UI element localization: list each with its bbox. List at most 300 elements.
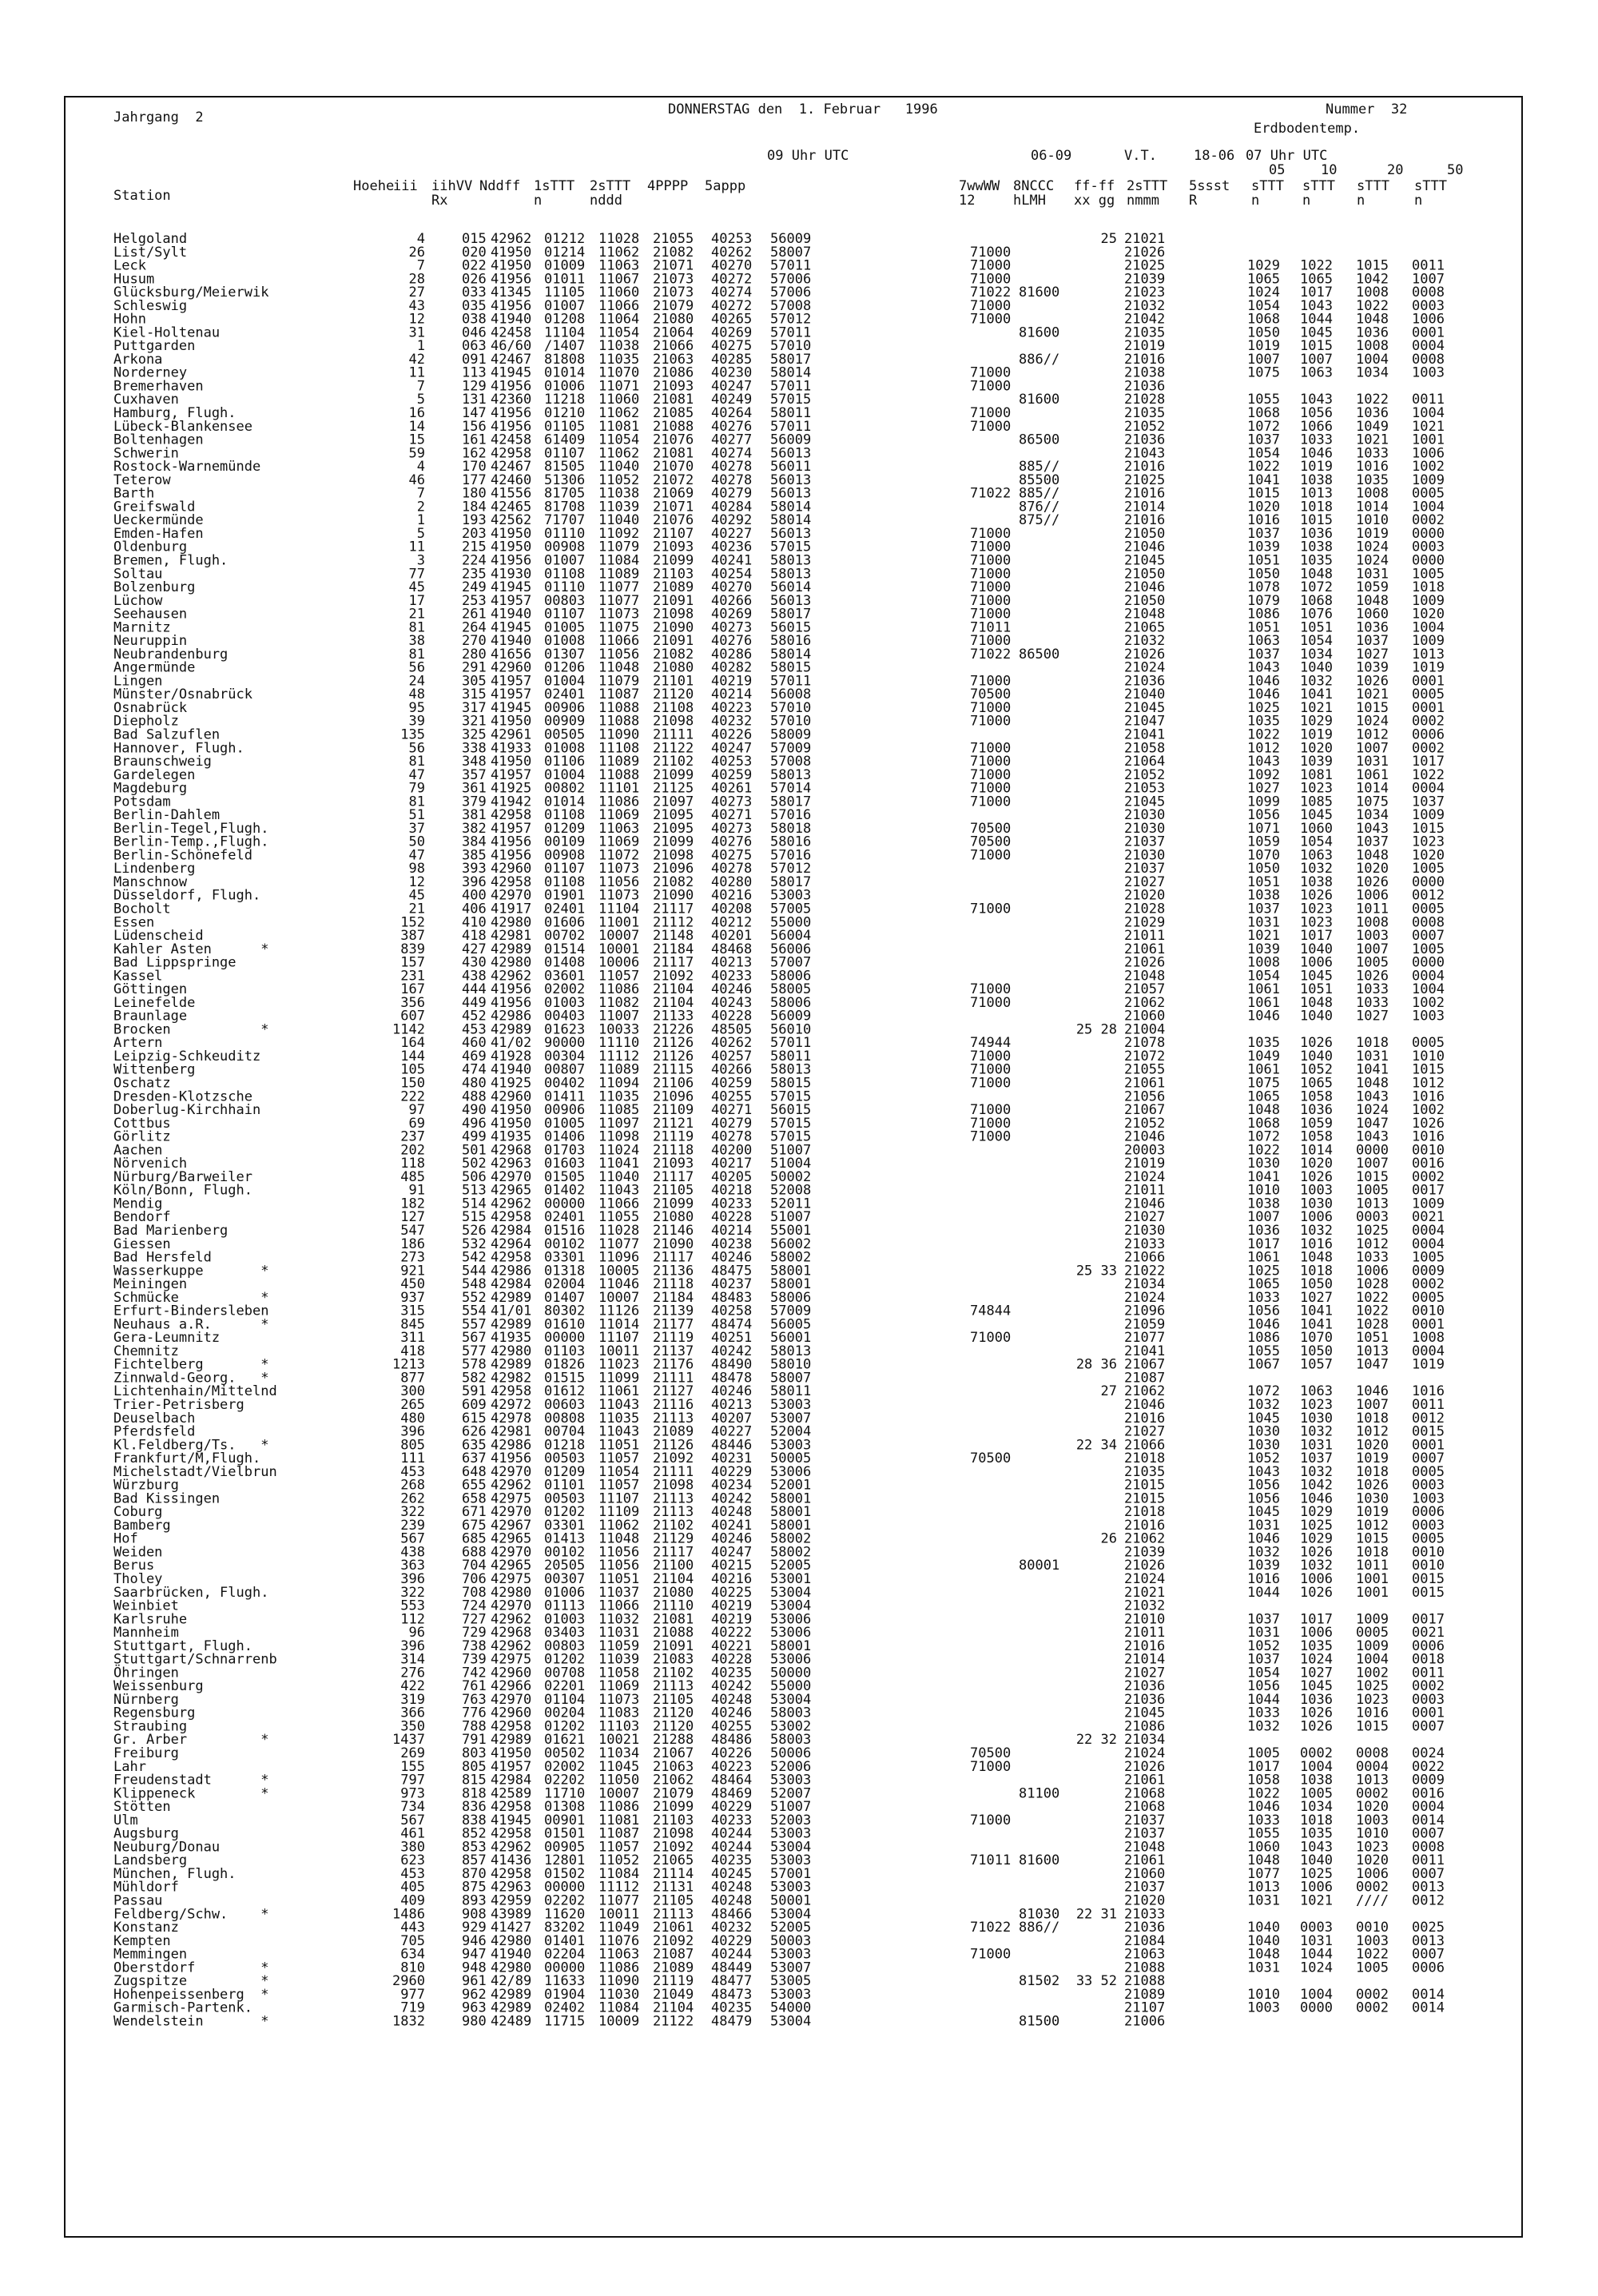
cell-iihvv: 41556: [491, 485, 532, 502]
cell-tmin: 21148: [653, 928, 694, 944]
cell-tmin: 21116: [653, 1397, 694, 1413]
cell-wind-gust: 27: [1100, 1383, 1117, 1400]
cell-soil-20: 1007: [1356, 740, 1389, 757]
cell-iihvv: 42986: [491, 1437, 532, 1454]
cell-wind-gust: 26: [1100, 1530, 1117, 1547]
cell-station: Bamberg: [113, 1517, 171, 1534]
cell-pressure: 48479: [711, 2013, 753, 2030]
cell-nddff: 00204: [544, 1705, 586, 1721]
cell-soil-05: 1054: [1247, 297, 1280, 314]
cell-hoehe: 276: [400, 1665, 425, 1681]
cell-soil-10: 1029: [1300, 713, 1333, 730]
col-sub-soil-10: n: [1302, 193, 1311, 209]
cell-tendency: 52005: [770, 1558, 812, 1574]
cell-tmin: 21088: [653, 1625, 694, 1641]
cell-ground-temp: 21046: [1124, 539, 1166, 555]
cell-soil-05: 1039: [1247, 539, 1280, 555]
cell-soil-20: 1001: [1356, 1584, 1389, 1601]
cell-ground-temp: 21039: [1124, 271, 1166, 288]
cell-tmax: 11060: [598, 392, 640, 408]
cell-weather: 71000: [970, 740, 1012, 757]
cell-tendency: 57007: [770, 954, 812, 971]
cell-soil-10: 1017: [1300, 285, 1333, 301]
cell-tmin: 21096: [653, 861, 694, 877]
cell-soil-50: 1009: [1412, 472, 1445, 488]
cell-pressure: 40266: [711, 1061, 753, 1078]
cell-nddff: 01621: [544, 1732, 586, 1749]
cell-tmax: 11061: [598, 1383, 640, 1400]
cell-soil-05: 1037: [1247, 901, 1280, 917]
cell-tmin: 21072: [653, 472, 694, 488]
cell-nddff: 01209: [544, 1463, 586, 1480]
cell-soil-20: 1011: [1356, 901, 1389, 917]
cell-soil-50: 1012: [1412, 1075, 1445, 1092]
cell-pressure: 40285: [711, 351, 753, 368]
cell-iihvv: 42989: [491, 2000, 532, 2016]
cell-soil-10: 1004: [1300, 1986, 1333, 2003]
cell-soil-05: 1031: [1247, 1892, 1280, 1909]
cell-nddff: 01006: [544, 1584, 586, 1601]
cell-station: Hohenpeissenberg *: [113, 1986, 269, 2003]
cell-soil-20: 1020: [1356, 1799, 1389, 1816]
cell-soil-10: 1024: [1300, 1651, 1333, 1668]
cell-soil-10: 1045: [1300, 968, 1333, 985]
cell-iii: 929: [462, 1920, 487, 1936]
cell-soil-50: 1001: [1412, 432, 1445, 448]
cell-iii: 193: [462, 512, 487, 529]
cell-hoehe: 77: [408, 566, 425, 583]
cell-weather: 70500: [970, 1745, 1012, 1761]
cell-soil-10: 1065: [1300, 1075, 1333, 1092]
cell-iii: 947: [462, 1946, 487, 1963]
cell-iii: 870: [462, 1865, 487, 1882]
cell-soil-20: 1075: [1356, 794, 1389, 810]
cell-iii: 776: [462, 1705, 487, 1721]
cell-soil-20: 1008: [1356, 914, 1389, 931]
cell-pressure: 40219: [711, 1611, 753, 1628]
cell-soil-50: 0017: [1412, 1182, 1445, 1199]
cell-soil-20: 1026: [1356, 968, 1389, 985]
cell-ground-temp: 21061: [1124, 941, 1166, 957]
cell-station: Kassel: [113, 968, 163, 985]
cell-tmax: 11052: [598, 1852, 640, 1869]
cell-wind-gust: 25 33: [1075, 1263, 1117, 1279]
cell-tendency: 50002: [770, 1168, 812, 1185]
cell-ground-temp: 21016: [1124, 1410, 1166, 1427]
cell-station: Memmingen: [113, 1946, 188, 1963]
cell-hoehe: 97: [408, 1102, 425, 1118]
cell-hoehe: 1486: [392, 1906, 425, 1923]
cell-iihvv: 41957: [491, 673, 532, 690]
cell-iii: 438: [462, 968, 487, 985]
cell-weather: 71000: [970, 901, 1012, 917]
cell-hoehe: 1: [416, 338, 425, 355]
cell-station: Diepholz: [113, 713, 179, 730]
cell-iii: 474: [462, 1061, 487, 1078]
depth-05: 05: [1269, 162, 1286, 178]
cell-tmin: 21104: [653, 1571, 694, 1587]
cell-iihvv: 41/01: [491, 1303, 532, 1319]
cell-soil-10: 1032: [1300, 1423, 1333, 1440]
cell-iii: 609: [462, 1397, 487, 1413]
cell-tmin: 21113: [653, 1410, 694, 1427]
cell-soil-50: 0003: [1412, 1691, 1445, 1708]
cell-iihvv: 42980: [491, 1932, 532, 1949]
cell-iihvv: 42970: [491, 887, 532, 904]
cell-soil-50: 0007: [1412, 1946, 1445, 1963]
cell-iihvv: 41950: [491, 539, 532, 555]
cell-nddff: 12801: [544, 1852, 586, 1869]
cell-soil-50: 1015: [1412, 1061, 1445, 1078]
cell-tmin: 21081: [653, 1611, 694, 1628]
cell-tendency: 53004: [770, 1598, 812, 1614]
cell-nddff: 81505: [544, 459, 586, 476]
cell-ground-temp: 21088: [1124, 1973, 1166, 1990]
cell-soil-20: 1033: [1356, 994, 1389, 1011]
cell-iihvv: 41950: [491, 525, 532, 542]
cell-soil-05: 1032: [1247, 1718, 1280, 1735]
cell-station: Doberlug-Kirchhain: [113, 1102, 261, 1118]
cell-hoehe: 553: [400, 1598, 425, 1614]
cell-pressure: 40275: [711, 338, 753, 355]
cell-pressure: 40229: [711, 1799, 753, 1816]
cell-station: Berlin-Temp.,Flugh.: [113, 834, 269, 850]
cell-soil-05: 1033: [1247, 1812, 1280, 1828]
cell-iii: 704: [462, 1558, 487, 1574]
cell-ground-temp: 21026: [1124, 244, 1166, 261]
cell-clouds: 81100: [1019, 1785, 1060, 1802]
cell-soil-50: 0015: [1412, 1571, 1445, 1587]
cell-station: Arkona: [113, 351, 163, 368]
cell-soil-10: 1006: [1300, 1625, 1333, 1641]
cell-soil-05: 1040: [1247, 1920, 1280, 1936]
cell-soil-50: 0000: [1412, 954, 1445, 971]
cell-soil-20: 1005: [1356, 954, 1389, 971]
cell-iii: 022: [462, 257, 487, 274]
cell-iihvv: 42986: [491, 1263, 532, 1279]
cell-tmax: 11058: [598, 1665, 640, 1681]
cell-hoehe: 311: [400, 1330, 425, 1347]
col-head-soil-10: sTTT: [1302, 178, 1335, 194]
cell-nddff: 00403: [544, 1008, 586, 1025]
cell-station: Chemnitz: [113, 1343, 179, 1359]
cell-tmin: 21105: [653, 1892, 694, 1909]
cell-station: Gr. Arber *: [113, 1732, 269, 1749]
cell-soil-10: 1040: [1300, 1049, 1333, 1064]
cell-soil-20: 1019: [1356, 525, 1389, 542]
cell-soil-50: 0011: [1412, 1665, 1445, 1681]
cell-ground-temp: 21025: [1124, 257, 1166, 274]
cell-weather: 71000: [970, 244, 1012, 261]
cell-tmax: 11107: [598, 1490, 640, 1507]
cell-pressure: 40274: [711, 285, 753, 301]
cell-hoehe: 37: [408, 820, 425, 837]
cell-iihvv: 41956: [491, 405, 532, 421]
cell-ground-temp: 21035: [1124, 405, 1166, 421]
cell-ground-temp: 21046: [1124, 1397, 1166, 1413]
cell-pressure: 40234: [711, 1477, 753, 1494]
cell-iii: 460: [462, 1035, 487, 1052]
cell-ground-temp: 21019: [1124, 338, 1166, 355]
cell-soil-20: 1031: [1356, 1049, 1389, 1064]
cell-hoehe: 315: [400, 1303, 425, 1319]
cell-tmin: 21111: [653, 726, 694, 743]
cell-weather: 71000: [970, 766, 1012, 783]
cell-iii: 488: [462, 1088, 487, 1105]
cell-tmax: 11077: [598, 592, 640, 609]
cell-soil-50: 0003: [1412, 297, 1445, 314]
cell-tmax: 11087: [598, 1825, 640, 1842]
cell-ground-temp: 21048: [1124, 968, 1166, 985]
cell-soil-05: 1017: [1247, 1236, 1280, 1252]
cell-tmin: 21092: [653, 1839, 694, 1856]
cell-soil-20: 1036: [1356, 619, 1389, 636]
cell-iihvv: 42968: [491, 1625, 532, 1641]
cell-tendency: 58001: [770, 1517, 812, 1534]
cell-tmax: 11007: [598, 1008, 640, 1025]
cell-soil-05: 1008: [1247, 954, 1280, 971]
cell-soil-10: 1044: [1300, 1946, 1333, 1963]
cell-pressure: 40215: [711, 1558, 753, 1574]
cell-tmin: 21122: [653, 740, 694, 757]
cell-pressure: 40262: [711, 244, 753, 261]
cell-ground-temp: 21015: [1124, 1490, 1166, 1507]
cell-clouds: 81600: [1019, 1852, 1060, 1869]
cell-tmax: 11084: [598, 1865, 640, 1882]
cell-iii: 946: [462, 1932, 487, 1949]
cell-soil-10: 1033: [1300, 432, 1333, 448]
cell-pressure: 48464: [711, 1772, 753, 1789]
cell-tendency: 56006: [770, 941, 812, 957]
cell-tmin: 21093: [653, 378, 694, 395]
cell-soil-05: 1071: [1247, 820, 1280, 837]
cell-station: Regensburg: [113, 1705, 196, 1721]
cell-soil-05: 1055: [1247, 392, 1280, 408]
cell-soil-50: 1037: [1412, 794, 1445, 810]
cell-station: Stuttgart/Schnarrenb: [113, 1651, 277, 1668]
cell-tmax: 11086: [598, 981, 640, 998]
cell-pressure: 40278: [711, 472, 753, 488]
cell-pressure: 48486: [711, 1732, 753, 1749]
cell-station: Berlin-Tegel,Flugh.: [113, 820, 269, 837]
cell-pressure: 40243: [711, 994, 753, 1011]
col-sub-weather: 12: [959, 193, 976, 209]
cell-pressure: 40246: [711, 1383, 753, 1400]
cell-tmin: 21095: [653, 807, 694, 824]
cell-station: Würzburg: [113, 1477, 179, 1494]
cell-soil-05: 1099: [1247, 794, 1280, 810]
cell-nddff: 00102: [544, 1236, 586, 1252]
cell-soil-10: 1050: [1300, 1343, 1333, 1359]
cell-station: Bolzenburg: [113, 579, 196, 595]
cell-nddff: 00702: [544, 928, 586, 944]
cell-tmax: 11038: [598, 485, 640, 502]
cell-weather: 74844: [970, 1303, 1012, 1319]
cell-nddff: 11715: [544, 2013, 586, 2030]
cell-iihvv: 42981: [491, 928, 532, 944]
cell-iihvv: 42970: [491, 1544, 532, 1561]
cell-tendency: 58017: [770, 794, 812, 810]
cell-iii: 384: [462, 834, 487, 850]
cell-nddff: 02002: [544, 1758, 586, 1775]
cell-soil-50: 1008: [1412, 1330, 1445, 1347]
col-sub-tmax: n: [534, 193, 543, 209]
cell-tmin: 21083: [653, 1651, 694, 1668]
cell-tmin: 21103: [653, 1812, 694, 1828]
cell-tmax: 10006: [598, 954, 640, 971]
cell-ground-temp: 21037: [1124, 861, 1166, 877]
cell-station: Giessen: [113, 1236, 171, 1252]
cell-tmin: 21133: [653, 1008, 694, 1025]
cell-pressure: 40273: [711, 820, 753, 837]
column-headings: [113, 178, 1447, 209]
cell-soil-05: 1003: [1247, 2000, 1280, 2016]
cell-hoehe: 877: [400, 1370, 425, 1387]
cell-nddff: 01208: [544, 311, 586, 328]
cell-hoehe: 7: [416, 378, 425, 395]
cell-iihvv: 41950: [491, 1102, 532, 1118]
cell-soil-05: 1029: [1247, 257, 1280, 274]
cell-soil-20: 1024: [1356, 1102, 1389, 1118]
cell-tmax: 11031: [598, 1625, 640, 1641]
cell-ground-temp: 21026: [1124, 646, 1166, 663]
cell-iihvv: 41345: [491, 285, 532, 301]
cell-iihvv: 41935: [491, 1330, 532, 1347]
cell-nddff: 00908: [544, 847, 586, 864]
cell-station: Coburg: [113, 1504, 163, 1521]
cell-nddff: 01206: [544, 659, 586, 676]
cell-soil-50: 1005: [1412, 941, 1445, 957]
cell-soil-05: 1041: [1247, 472, 1280, 488]
cell-station: Straubing: [113, 1718, 188, 1735]
cell-nddff: 80302: [544, 1303, 586, 1319]
cell-nddff: 01407: [544, 1289, 586, 1306]
cell-tmax: 11073: [598, 861, 640, 877]
cell-ground-temp: 21030: [1124, 807, 1166, 824]
cell-station: Schmücke *: [113, 1289, 269, 1306]
cell-nddff: 00603: [544, 1397, 586, 1413]
cell-nddff: 01212: [544, 231, 586, 247]
cell-tmin: 21086: [653, 364, 694, 381]
cell-pressure: 40269: [711, 606, 753, 623]
cell-hoehe: 623: [400, 1852, 425, 1869]
cell-tmax: 11077: [598, 1892, 640, 1909]
cell-tendency: 50001: [770, 1892, 812, 1909]
cell-tendency: 53003: [770, 1397, 812, 1413]
cell-tmax: 11110: [598, 1035, 640, 1052]
cell-pressure: 48475: [711, 1263, 753, 1279]
cell-iii: 708: [462, 1584, 487, 1601]
cell-tmin: 21081: [653, 392, 694, 408]
cell-soil-05: 1056: [1247, 1490, 1280, 1507]
cell-iihvv: 41935: [491, 1128, 532, 1145]
cell-tmax: 11063: [598, 257, 640, 274]
cell-tmin: 21146: [653, 1223, 694, 1239]
cell-pressure: 40218: [711, 1182, 753, 1199]
cell-soil-50: 1006: [1412, 445, 1445, 462]
cell-pressure: 40270: [711, 579, 753, 595]
cell-clouds: 81502: [1019, 1973, 1060, 1990]
cell-tendency: 57011: [770, 1035, 812, 1052]
cell-soil-20: 1021: [1356, 432, 1389, 448]
cell-pressure: 40272: [711, 297, 753, 314]
col-sub-wind-gust: xx gg: [1074, 193, 1115, 209]
cell-soil-20: 1007: [1356, 941, 1389, 957]
cell-nddff: 00906: [544, 1102, 586, 1118]
cell-iihvv: 42964: [491, 1236, 532, 1252]
cell-soil-20: 1047: [1356, 1115, 1389, 1132]
cell-tmin: 21089: [653, 1423, 694, 1440]
cell-tendency: 57008: [770, 297, 812, 314]
cell-soil-10: 1035: [1300, 1637, 1333, 1654]
cell-pressure: 40254: [711, 566, 753, 583]
cell-tmax: 11079: [598, 673, 640, 690]
cell-soil-20: 1010: [1356, 512, 1389, 529]
cell-nddff: 01005: [544, 1115, 586, 1132]
cell-soil-05: 1079: [1247, 592, 1280, 609]
cell-iii: 648: [462, 1463, 487, 1480]
cell-soil-50: 0001: [1412, 1316, 1445, 1333]
cell-weather: 71000: [970, 297, 1012, 314]
cell-soil-10: 1054: [1300, 834, 1333, 850]
cell-nddff: 02004: [544, 1276, 586, 1293]
cell-pressure: 48473: [711, 1986, 753, 2003]
cell-tendency: 57011: [770, 418, 812, 435]
cell-tmin: 21080: [653, 1209, 694, 1226]
cell-tmin: 21071: [653, 257, 694, 274]
cell-soil-20: 1012: [1356, 1236, 1389, 1252]
cell-soil-20: 1034: [1356, 364, 1389, 381]
cell-soil-50: 0002: [1412, 512, 1445, 529]
cell-station: Wittenberg: [113, 1061, 196, 1078]
cell-soil-50: 0002: [1412, 740, 1445, 757]
cell-iihvv: 42958: [491, 874, 532, 890]
cell-station: Ulm: [113, 1812, 138, 1828]
cell-ground-temp: 21039: [1124, 1544, 1166, 1561]
cell-soil-10: 1029: [1300, 1530, 1333, 1547]
cell-soil-05: 1056: [1247, 1678, 1280, 1695]
cell-iihvv: 42989: [491, 1289, 532, 1306]
cell-soil-50: 0009: [1412, 1263, 1445, 1279]
cell-nddff: 00802: [544, 780, 586, 797]
cell-nddff: 01501: [544, 1825, 586, 1842]
cell-nddff: 01406: [544, 1128, 586, 1145]
cell-tendency: 56009: [770, 1008, 812, 1025]
cell-tmin: 21111: [653, 1463, 694, 1480]
cell-iii: 788: [462, 1718, 487, 1735]
cell-weather: 70500: [970, 686, 1012, 703]
cell-hoehe: 810: [400, 1960, 425, 1976]
cell-pressure: 40244: [711, 1839, 753, 1856]
cell-tmax: 11040: [598, 459, 640, 476]
cell-station: Barth: [113, 485, 155, 502]
cell-nddff: 00503: [544, 1450, 586, 1467]
cell-soil-10: 1024: [1300, 1960, 1333, 1976]
cell-pressure: 40237: [711, 1276, 753, 1293]
cell-hoehe: 845: [400, 1316, 425, 1333]
cell-soil-10: 1023: [1300, 901, 1333, 917]
cell-tmax: 11076: [598, 1932, 640, 1949]
cell-soil-05: 1015: [1247, 485, 1280, 502]
cell-tendency: 58011: [770, 1049, 812, 1064]
cell-iihvv: 42970: [491, 1463, 532, 1480]
cell-ground-temp: 21064: [1124, 754, 1166, 770]
cell-pressure: 40255: [711, 1718, 753, 1735]
cell-soil-20: 1023: [1356, 1839, 1389, 1856]
cell-tmin: 21139: [653, 1303, 694, 1319]
cell-ground-temp: 21016: [1124, 351, 1166, 368]
cell-iii: 852: [462, 1825, 487, 1842]
